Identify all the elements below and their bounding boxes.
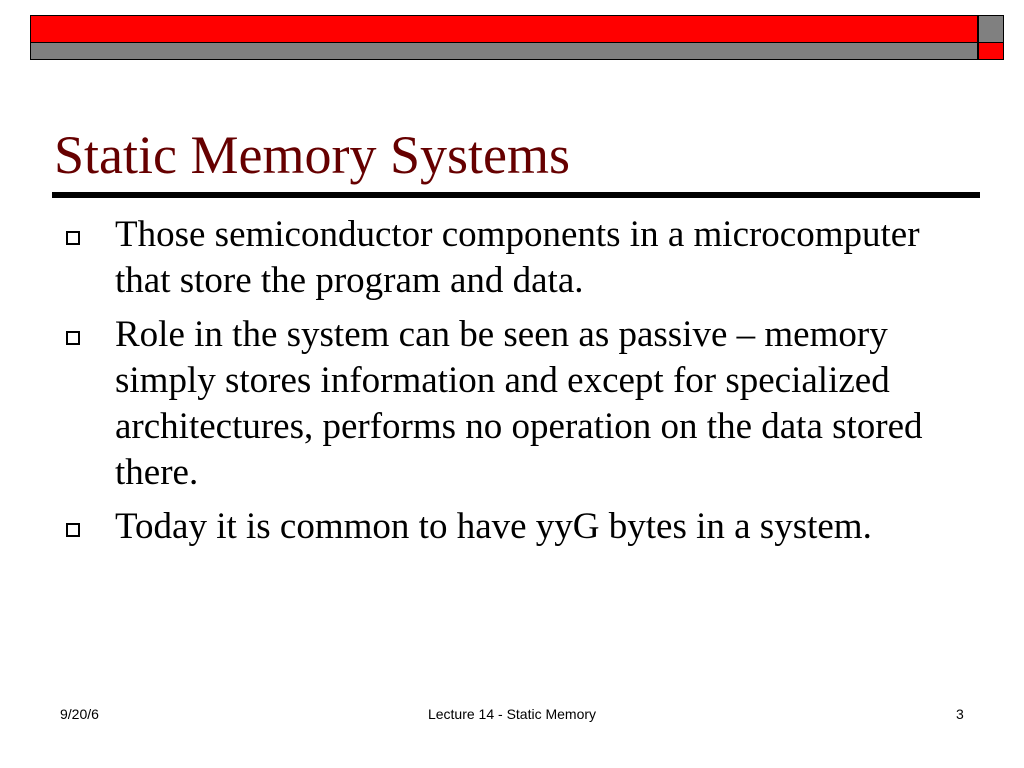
header-decoration-bars (30, 15, 978, 59)
title-underline-rule (52, 192, 980, 198)
bullet-text: Those semiconductor components in a microcomputer that store the program and data. (115, 214, 920, 301)
corner-red-block (978, 42, 1004, 60)
bullet-list (66, 212, 966, 558)
header-red-bar (30, 15, 978, 43)
header-corner-blocks (978, 15, 1004, 59)
hollow-square-bullet-icon (66, 523, 80, 537)
bullet-item (66, 312, 966, 496)
footer-page-number: 3 (956, 706, 964, 722)
bullet-item (66, 504, 966, 550)
bullet-text: Today it is common to have yyG bytes in a system. (115, 506, 872, 547)
header-gray-bar (30, 42, 978, 60)
hollow-square-bullet-icon (66, 331, 80, 345)
slide-title: Static Memory Systems (54, 125, 570, 185)
footer-lecture-title: Lecture 14 - Static Memory (427, 706, 597, 722)
bullet-text: Role in the system can be seen as passive – memory simply stores information and except for specialized architectures, performs no operation on the data stored there. (115, 314, 923, 493)
footer-date: 9/20/6 (60, 706, 99, 722)
corner-gray-block (978, 15, 1004, 43)
bullet-item (66, 212, 966, 304)
hollow-square-bullet-icon (66, 231, 80, 245)
